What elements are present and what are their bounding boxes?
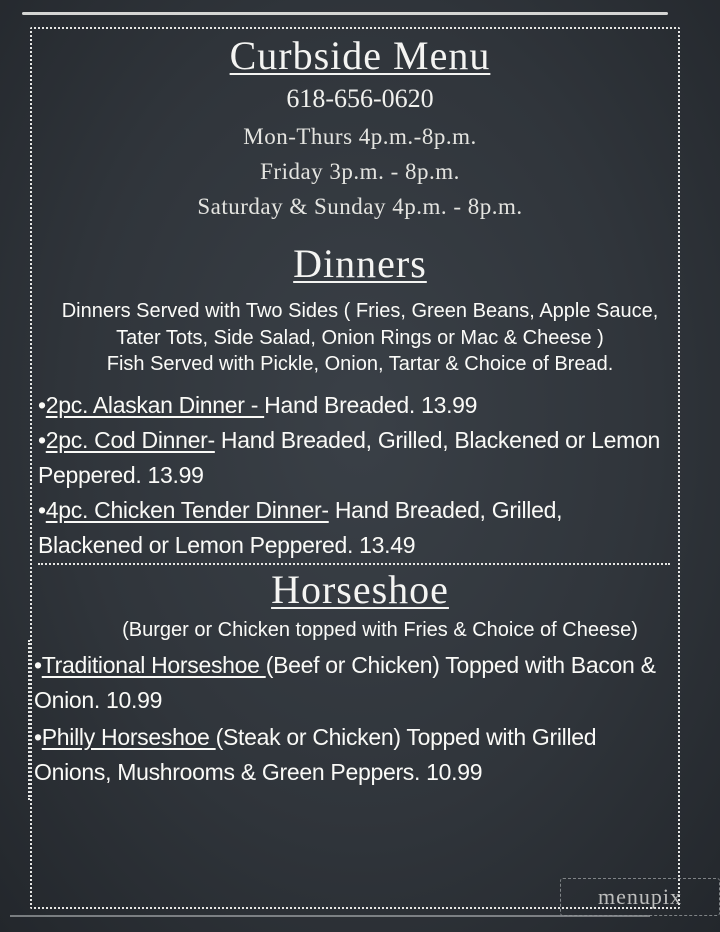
item-description: (Beef or Chicken) Topped with Bacon & Onion. 10.99: [34, 652, 656, 713]
dinners-note-line: Fish Served with Pickle, Onion, Tartar & Choice of Bread.: [106, 353, 614, 375]
menu-item-cod-dinner: [38, 423, 668, 493]
item-name: Philly Horseshoe: [41, 724, 216, 750]
top-border-line: [22, 12, 668, 15]
bullet: •: [38, 427, 46, 453]
dinners-heading: Dinners: [293, 241, 427, 286]
item-name: 2pc. Cod Dinner-: [45, 427, 215, 453]
item-name: 4pc. Chicken Tender Dinner-: [45, 497, 329, 523]
item-description: (Steak or Chicken) Topped with Grilled Onions, Mushrooms & Green Peppers. 10.99: [34, 724, 597, 785]
dinners-note-line: Dinners Served with Two Sides ( Fries, Green Beans, Apple Sauce,: [61, 300, 659, 322]
item-description: Hand Breaded, Grilled, Blackened or Lemon Peppered. 13.99: [38, 427, 660, 488]
menu-item-philly-horseshoe: [34, 720, 668, 790]
bullet: •: [34, 652, 42, 678]
section-divider: [38, 563, 670, 565]
hours-friday: Friday 3p.m. - 8p.m.: [260, 159, 460, 184]
dinners-note-line: Tater Tots, Side Salad, Onion Rings or Mac & Cheese ): [116, 327, 604, 349]
bullet: •: [34, 724, 42, 750]
menu-item-chicken-tender-dinner: [38, 493, 668, 563]
horseshoe-note: (Burger or Chicken topped with Fries & Choice of Cheese): [122, 619, 638, 641]
bottom-border-line: [10, 915, 650, 917]
bullet: •: [38, 497, 46, 523]
bullet: •: [38, 392, 46, 418]
menu-item-alaskan-dinner: [38, 388, 668, 423]
item-name: 2pc. Alaskan Dinner -: [45, 392, 265, 418]
item-name: Traditional Horseshoe: [41, 652, 266, 678]
item-description: Hand Breaded, Grilled, Blackened or Lemon Peppered. 13.49: [38, 497, 563, 558]
menupix-watermark: menupix: [560, 878, 720, 916]
menu-title: Curbside Menu: [229, 33, 491, 78]
left-dotted-accent: [28, 640, 30, 800]
phone-number: 618-656-0620: [286, 84, 434, 113]
item-description: Hand Breaded. 13.99: [264, 392, 478, 418]
menu-item-traditional-horseshoe: [34, 648, 668, 718]
hours-weekday: Mon-Thurs 4p.m.-8p.m.: [243, 124, 477, 149]
hours-weekend: Saturday & Sunday 4p.m. - 8p.m.: [197, 194, 523, 219]
horseshoe-heading: Horseshoe: [271, 567, 449, 612]
